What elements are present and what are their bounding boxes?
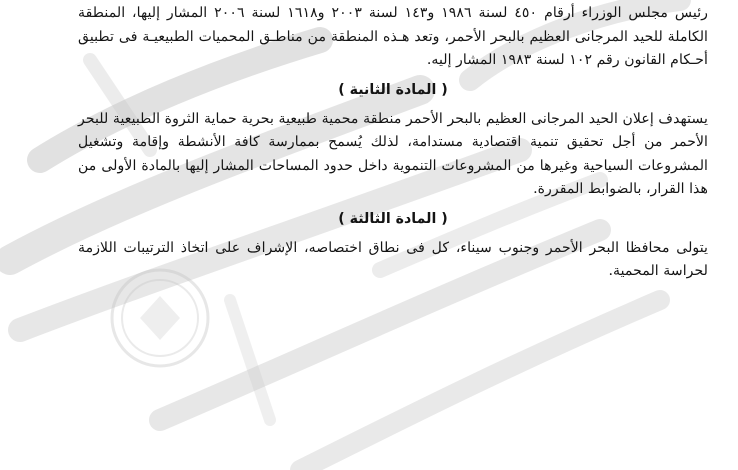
document-body: [78, 2, 708, 284]
paragraph-article-3: يتولى محافظا البحر الأحمر وجنوب سيناء، كل فى نطاق اختصاصه، الإشراف على اتخاذ الترتيبات اللازمة لحراسة المحمية.: [78, 239, 708, 279]
paragraph-article-1-continued: رئيس مجلس الوزراء أرقام ٤٥٠ لسنة ١٩٨٦ و١٤٣ لسنة ٢٠٠٣ و١٦١٨ لسنة ٢٠٠٦ المشار إليها، المنطقة الكاملة للحيد المرجانى العظيم بالبحر الأحمر، وتعد هـذه المنطقة من مناطـق المحميات الطبيعيـة فى تطبيق أحـكام القانون رقم ١٠٢ لسنة ١٩٨٣ المشار إليه.: [78, 5, 709, 68]
heading-article-2: ( المادة الثانية ): [338, 81, 448, 98]
heading-article-3: ( المادة الثالثة ): [338, 210, 448, 227]
paragraph-article-2: يستهدف إعلان الحيد المرجانى العظيم بالبحر الأحمر منطقة محمية طبيعية بحرية حماية الثروة الطبيعية للبحر الأحمر من أجل تحقيق تنمية اقتصادية مستدامة، لذلك يُسمح بممارسة كافة الأنشطة وإقامة وتشغيل المشروعات السياحية وغيرها من المشروعات التنموية داخل حدود المساحات المشار إليها بالمادة الأولى من هذا القرار، بالضوابط المقررة.: [78, 110, 708, 197]
